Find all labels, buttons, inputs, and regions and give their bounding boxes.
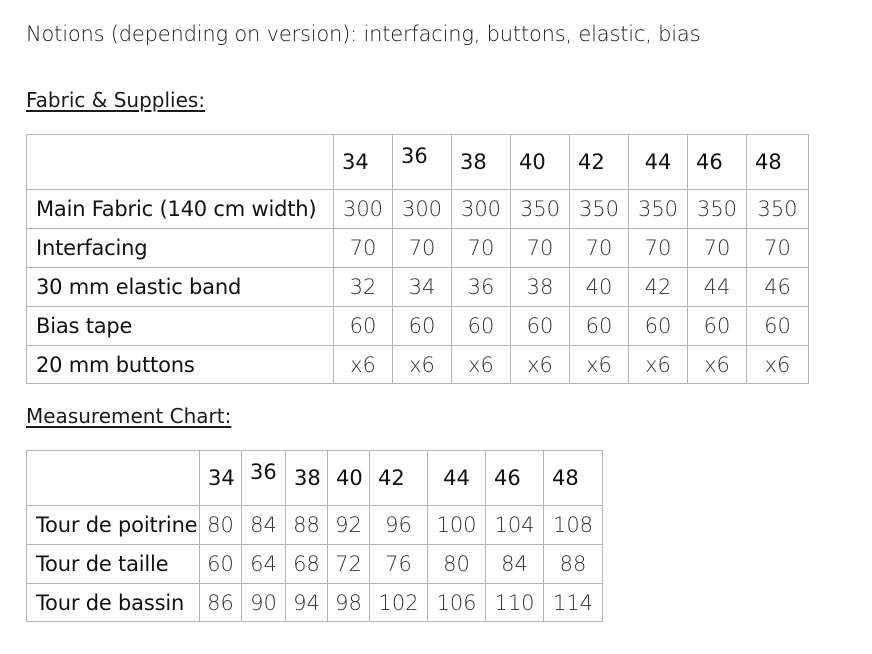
measurement-chart-table — [26, 450, 603, 622]
table-cell: 84 — [486, 545, 544, 584]
table-cell: 102 — [370, 584, 428, 622]
fabric-size-header — [393, 135, 452, 190]
table-cell: 60 — [334, 307, 393, 346]
table-cell: 98 — [328, 584, 370, 622]
fabric-supplies-heading-colon: : — [198, 88, 206, 112]
table-cell: 60 — [511, 307, 570, 346]
fabric-supplies-heading — [26, 88, 205, 112]
fabric-header-empty-cell — [27, 135, 334, 190]
table-cell: 60 — [688, 307, 747, 346]
table-cell: 350 — [511, 190, 570, 229]
table-cell: 300 — [393, 190, 452, 229]
table-cell: 68 — [286, 545, 328, 584]
table-cell: 106 — [428, 584, 486, 622]
table-cell: x6 — [334, 346, 393, 384]
row-label: Tour de taille — [27, 545, 200, 584]
table-cell: 80 — [200, 506, 242, 545]
table-cell: 60 — [393, 307, 452, 346]
table-cell: x6 — [452, 346, 511, 384]
table-cell: 70 — [393, 229, 452, 268]
table-cell: 350 — [747, 190, 809, 229]
measure-size-header: 44 — [428, 451, 486, 506]
table-cell: 42 — [629, 268, 688, 307]
fabric-supplies-table — [26, 134, 809, 384]
table-cell: 34 — [393, 268, 452, 307]
table-cell: 300 — [334, 190, 393, 229]
fabric-size-header: 42 — [570, 135, 629, 190]
table-cell: x6 — [747, 346, 809, 384]
table-cell: 70 — [629, 229, 688, 268]
table-cell: x6 — [688, 346, 747, 384]
table-cell: 32 — [334, 268, 393, 307]
table-cell: 38 — [511, 268, 570, 307]
row-label: 30 mm elastic band — [27, 268, 334, 307]
table-cell: 110 — [486, 584, 544, 622]
table-cell: 350 — [629, 190, 688, 229]
table-cell: 60 — [570, 307, 629, 346]
table-cell: 70 — [452, 229, 511, 268]
table-cell: 72 — [328, 545, 370, 584]
fabric-size-header: 48 — [747, 135, 809, 190]
table-cell: 46 — [747, 268, 809, 307]
row-label: Bias tape — [27, 307, 334, 346]
measure-header-empty-cell — [27, 451, 200, 506]
measure-size-header: 42 — [370, 451, 428, 506]
table-cell: 350 — [570, 190, 629, 229]
fabric-size-header: 34 — [334, 135, 393, 190]
fabric-size-header-row — [27, 135, 809, 190]
table-cell: 104 — [486, 506, 544, 545]
fabric-supplies-heading-text: Fabric & Supplies — [26, 88, 199, 112]
table-row — [27, 268, 809, 307]
measurement-chart-heading: Measurement Chart: — [26, 404, 232, 428]
table-cell: 70 — [747, 229, 809, 268]
table-cell: 60 — [200, 545, 242, 584]
table-cell: 84 — [242, 506, 286, 545]
table-cell: 88 — [286, 506, 328, 545]
table-cell: 60 — [629, 307, 688, 346]
measure-size-header: 40 — [328, 451, 370, 506]
measure-size-header: 38 — [286, 451, 328, 506]
row-label: Interfacing — [27, 229, 334, 268]
table-row — [27, 229, 809, 268]
table-cell: 76 — [370, 545, 428, 584]
table-cell: 94 — [286, 584, 328, 622]
measure-size-header — [242, 451, 286, 506]
table-cell: 350 — [688, 190, 747, 229]
table-row — [27, 584, 603, 622]
table-cell: x6 — [393, 346, 452, 384]
table-row — [27, 545, 603, 584]
table-cell: x6 — [629, 346, 688, 384]
table-cell: 90 — [242, 584, 286, 622]
table-cell: 96 — [370, 506, 428, 545]
table-cell: 36 — [452, 268, 511, 307]
row-label: 20 mm buttons — [27, 346, 334, 384]
row-label: Tour de bassin — [27, 584, 200, 622]
table-cell: 44 — [688, 268, 747, 307]
table-cell: 70 — [688, 229, 747, 268]
table-row — [27, 346, 809, 384]
table-cell: 92 — [328, 506, 370, 545]
table-cell: 64 — [242, 545, 286, 584]
table-cell: 86 — [200, 584, 242, 622]
table-cell: 70 — [334, 229, 393, 268]
fabric-size-header: 44 — [629, 135, 688, 190]
table-row — [27, 506, 603, 545]
table-cell: 114 — [544, 584, 603, 622]
measure-size-header: 48 — [544, 451, 603, 506]
notions-text: Notions (depending on version): interfacing, buttons, elastic, bias — [26, 22, 701, 46]
table-cell: 108 — [544, 506, 603, 545]
row-label: Tour de poitrine — [27, 506, 200, 545]
table-cell: 80 — [428, 545, 486, 584]
row-label: Main Fabric (140 cm width) — [27, 190, 334, 229]
table-cell: 60 — [452, 307, 511, 346]
table-row — [27, 307, 809, 346]
measure-size-header-label: 36 — [250, 460, 277, 484]
measure-size-header: 46 — [486, 451, 544, 506]
fabric-size-header-label: 36 — [401, 144, 428, 168]
fabric-size-header: 40 — [511, 135, 570, 190]
table-cell: 40 — [570, 268, 629, 307]
measure-size-header: 34 — [200, 451, 242, 506]
measure-size-header-row — [27, 451, 603, 506]
table-cell: 70 — [570, 229, 629, 268]
fabric-size-header: 38 — [452, 135, 511, 190]
table-cell: 100 — [428, 506, 486, 545]
table-cell: x6 — [570, 346, 629, 384]
table-row — [27, 190, 809, 229]
table-cell: 300 — [452, 190, 511, 229]
table-cell: x6 — [511, 346, 570, 384]
table-cell: 60 — [747, 307, 809, 346]
table-cell: 70 — [511, 229, 570, 268]
table-cell: 88 — [544, 545, 603, 584]
fabric-size-header: 46 — [688, 135, 747, 190]
